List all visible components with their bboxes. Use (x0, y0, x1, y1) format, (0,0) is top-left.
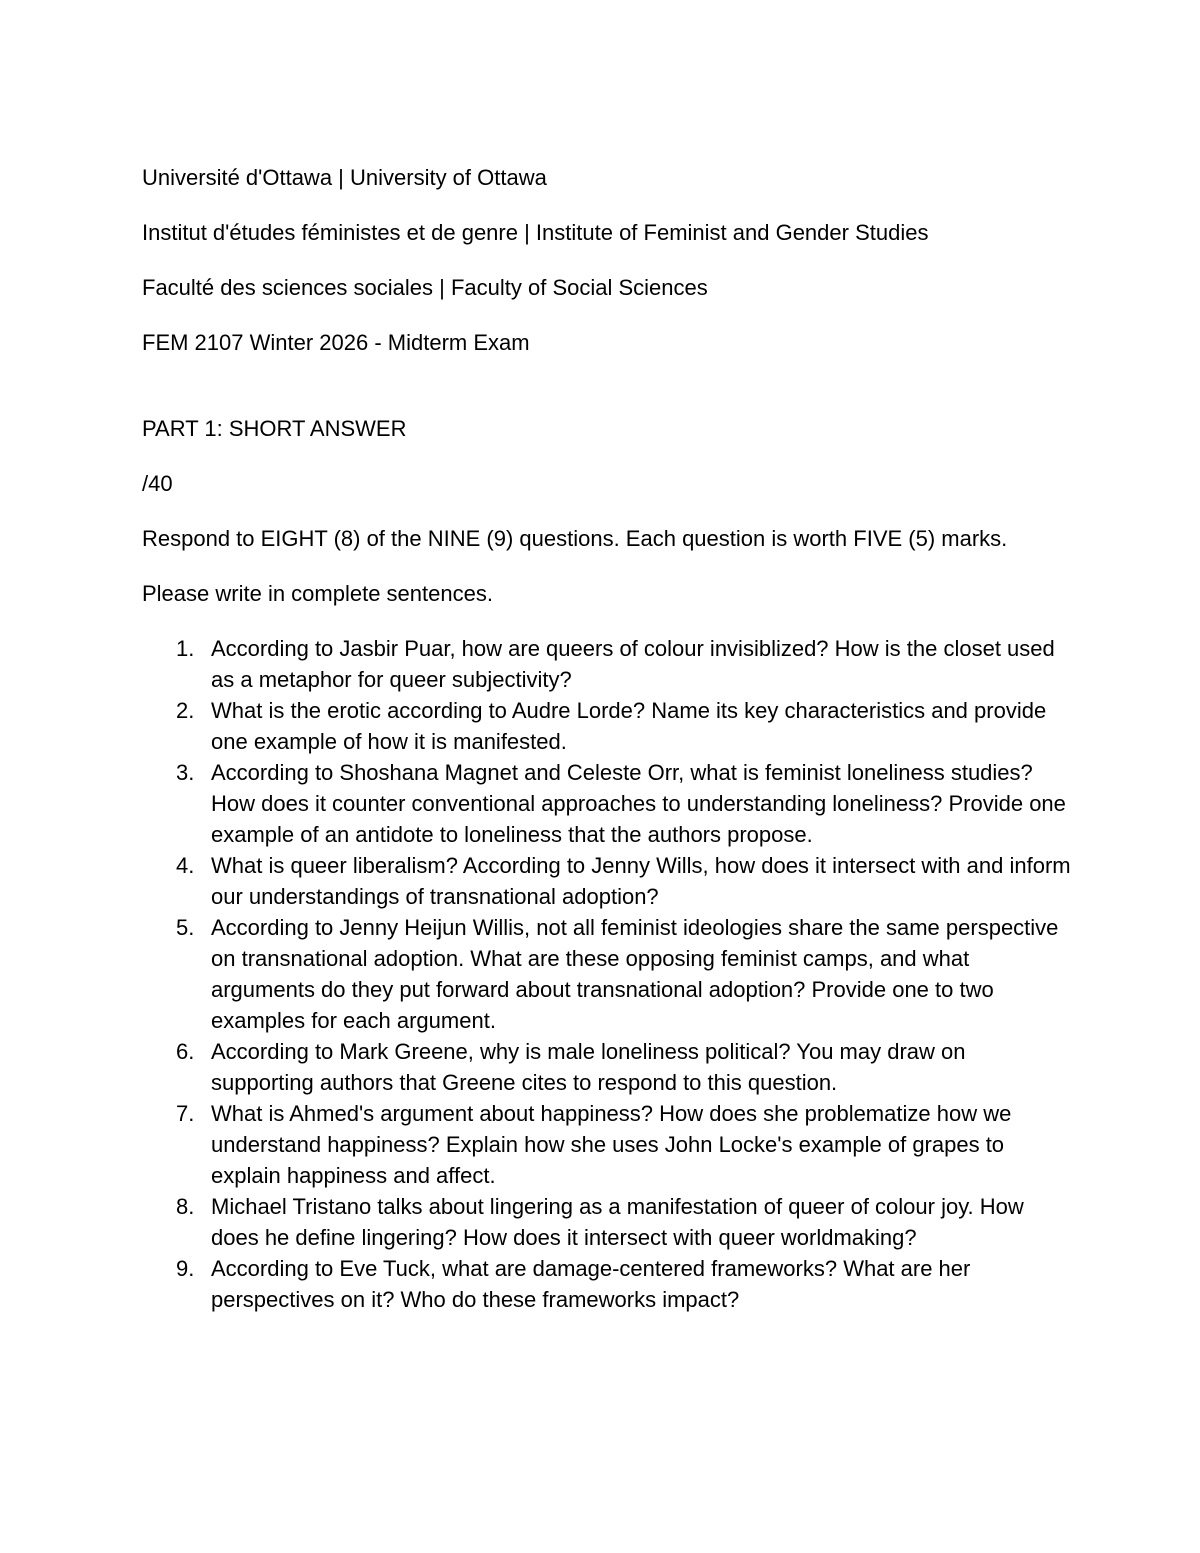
question-text: According to Jenny Heijun Willis, not all feminist ideologies share the same perspective on transnational adoption. What are these opposing feminist camps, and what arguments do they put forward about transnational adoption? Provide one to two examples for each argument. (211, 915, 1059, 1033)
question-text: What is Ahmed's argument about happiness? How does she problematize how we understand happiness? Explain how she uses John Locke's example of grapes to explain happiness and affect. (211, 1101, 1012, 1188)
question-number: 8. (176, 1194, 195, 1219)
question-item (142, 1098, 1072, 1191)
university-name: Université d'Ottawa | University of Ottawa (142, 165, 547, 190)
question-item (142, 757, 1072, 850)
question-text: According to Jasbir Puar, how are queers of colour invisiblized? How is the closet used as a metaphor for queer subjectivity? (211, 636, 1055, 692)
exam-title: FEM 2107 Winter 2026 - Midterm Exam (142, 330, 530, 355)
question-list (142, 633, 1072, 1315)
question-item (142, 850, 1072, 912)
question-text: According to Eve Tuck, what are damage-centered frameworks? What are her perspectives on it? Who do these frameworks impact? (211, 1256, 971, 1312)
question-number: 9. (176, 1256, 195, 1281)
part-title: PART 1: SHORT ANSWER (142, 416, 407, 441)
writing-note: Please write in complete sentences. (142, 581, 493, 606)
question-item (142, 633, 1072, 695)
question-item (142, 912, 1072, 1036)
exam-document (142, 162, 1072, 1315)
question-number: 1. (176, 636, 195, 661)
question-number: 5. (176, 915, 195, 940)
part-instructions: Respond to EIGHT (8) of the NINE (9) questions. Each question is worth FIVE (5) marks. (142, 526, 1008, 551)
question-number: 6. (176, 1039, 195, 1064)
question-number: 7. (176, 1101, 195, 1126)
part-score: /40 (142, 471, 173, 496)
question-item (142, 1036, 1072, 1098)
question-item (142, 695, 1072, 757)
question-item (142, 1253, 1072, 1315)
question-text: What is the erotic according to Audre Lorde? Name its key characteristics and provide one example of how it is manifested. (211, 698, 1047, 754)
question-number: 2. (176, 698, 195, 723)
institute-name: Institut d'études féministes et de genre | Institute of Feminist and Gender Studies (142, 220, 929, 245)
question-text: Michael Tristano talks about lingering as a manifestation of queer of colour joy. How does he define lingering? How does it intersect with queer worldmaking? (211, 1194, 1024, 1250)
question-text: What is queer liberalism? According to Jenny Wills, how does it intersect with and inform our understandings of transnational adoption? (211, 853, 1071, 909)
question-item (142, 1191, 1072, 1253)
faculty-name: Faculté des sciences sociales | Faculty of Social Sciences (142, 275, 708, 300)
question-number: 3. (176, 760, 195, 785)
question-text: According to Mark Greene, why is male loneliness political? You may draw on supporting authors that Greene cites to respond to this question. (211, 1039, 966, 1095)
question-text: According to Shoshana Magnet and Celeste Orr, what is feminist loneliness studies? How does it counter conventional approaches to understanding loneliness? Provide one example of an antidote to loneliness that the authors propose. (211, 760, 1066, 847)
question-number: 4. (176, 853, 195, 878)
